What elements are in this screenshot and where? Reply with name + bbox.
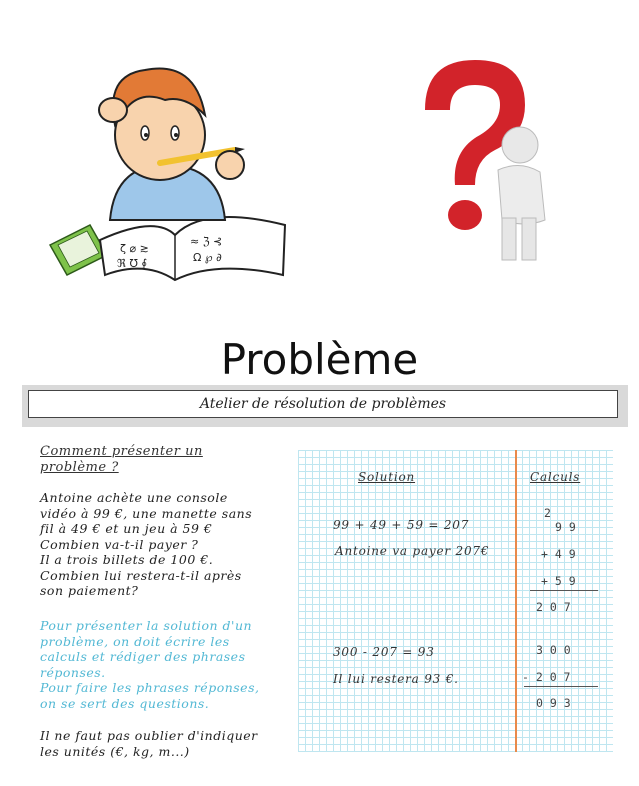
margin-line: [515, 450, 517, 752]
calculator-icon: [50, 225, 107, 275]
svg-text:ζ ⌀ ≳: ζ ⌀ ≳: [120, 242, 149, 255]
question-heading: [40, 444, 260, 476]
addition-row: + 4 9: [541, 547, 576, 561]
question-line: problème ?: [40, 460, 119, 475]
book-icon: [100, 217, 285, 280]
question-mark-figure-illustration: [390, 50, 560, 265]
method-line: réponses.: [40, 664, 106, 680]
subtraction-rule: [524, 686, 598, 687]
addition-rule: [530, 590, 598, 591]
addition-result: 2 0 7: [536, 600, 571, 614]
method-line: Pour présenter la solution d'un: [40, 618, 253, 633]
answer-change: Il lui restera 93 €.: [333, 672, 459, 686]
svg-text:Ω ℘ ∂: Ω ℘ ∂: [193, 251, 222, 264]
problem-line: son paiement?: [40, 583, 139, 598]
subtraction-row: - 2 0 7: [522, 670, 571, 684]
method-explanation: [40, 618, 290, 711]
equation-change: 300 - 207 = 93: [333, 645, 435, 659]
page-title: Problème: [220, 335, 419, 384]
subtraction-row: 3 0 0: [536, 643, 571, 657]
addition-row: + 5 9: [541, 574, 576, 588]
problem-line: fil à 49 € et un jeu à 59 €: [40, 521, 213, 536]
problem-line: vidéo à 99 €, une manette sans: [40, 505, 253, 521]
problem-statement: [40, 490, 280, 599]
units-reminder: [40, 728, 290, 759]
solution-header: Solution: [358, 470, 416, 484]
addition-carry: 2: [544, 506, 551, 520]
units-line: les unités (€, kg, m...): [40, 743, 190, 759]
problem-line: Antoine achète une console: [40, 490, 228, 505]
answer-total: Antoine va payer 207€: [335, 544, 490, 558]
method-line: problème, on doit écrire les: [40, 633, 230, 649]
question-line: Comment présenter un: [40, 444, 203, 459]
svg-text:≈ ℨ ⊰: ≈ ℨ ⊰: [190, 235, 223, 248]
method-line: Pour faire les phrases réponses,: [40, 680, 260, 695]
svg-text:ℜ ℧ ∮: ℜ ℧ ∮: [117, 257, 148, 270]
problem-line: Combien va-t-il payer ?: [40, 536, 199, 552]
problem-line: Combien lui restera-t-il après: [40, 567, 242, 583]
method-line: calculs et rédiger des phrases: [40, 649, 246, 664]
subtraction-result: 0 9 3: [536, 696, 571, 710]
thinking-figure-icon: [498, 127, 545, 260]
banner-title: Atelier de résolution de problèmes: [28, 390, 618, 418]
equation-total: 99 + 49 + 59 = 207: [333, 518, 470, 532]
method-line: on se sert des questions.: [40, 695, 210, 711]
boy-thinking-illustration: [45, 55, 290, 285]
units-line: Il ne faut pas oublier d'indiquer: [40, 728, 258, 743]
calculs-header: Calculs: [530, 470, 581, 484]
addition-row: 9 9: [555, 520, 576, 534]
problem-line: Il a trois billets de 100 €.: [40, 552, 214, 567]
